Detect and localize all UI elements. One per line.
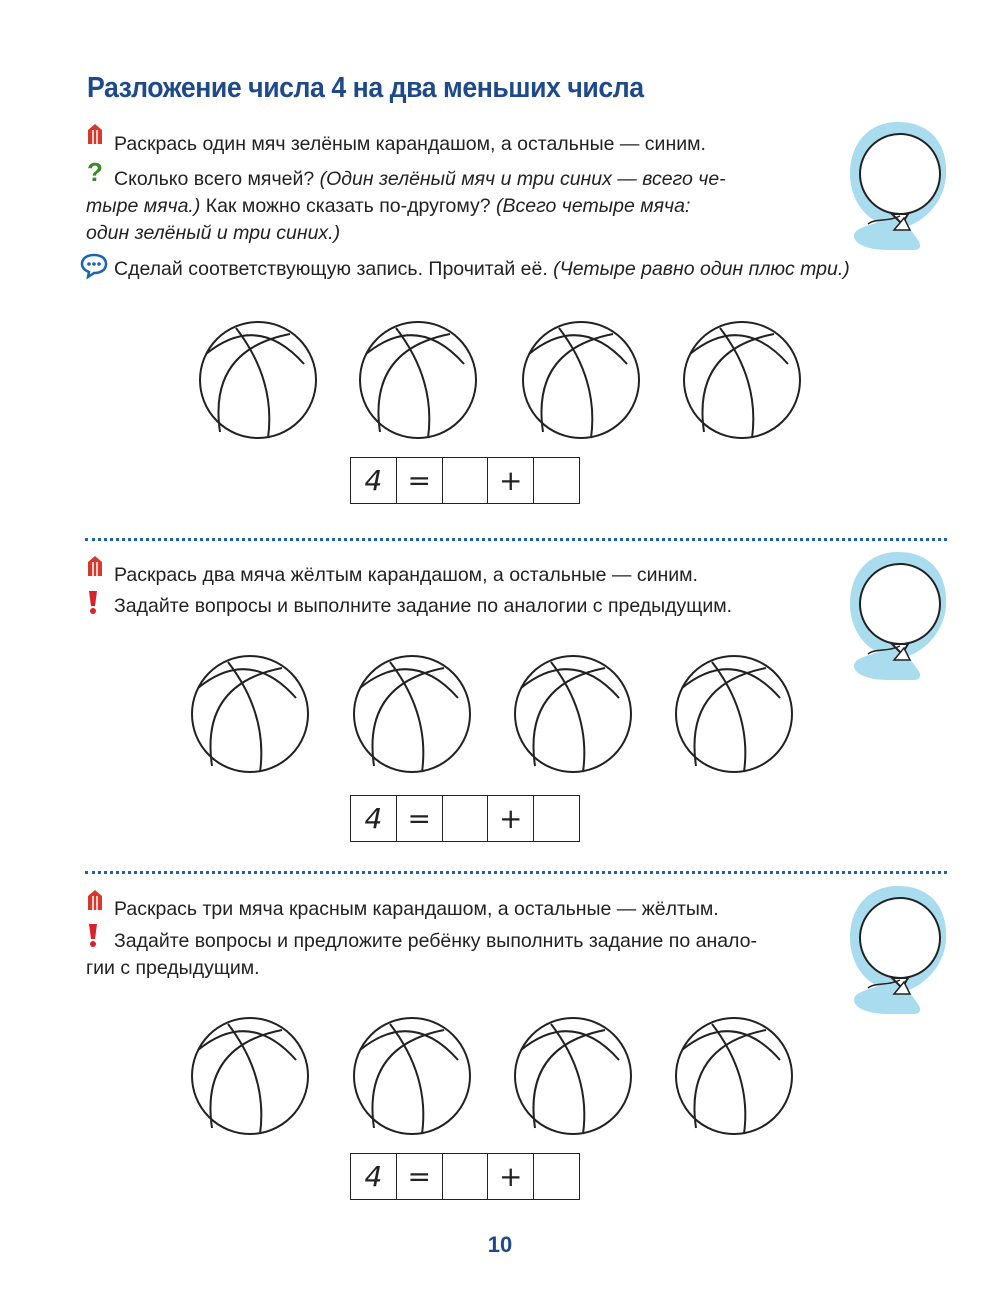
balloon-icon: [848, 882, 948, 1017]
svg-text:?: ?: [87, 159, 103, 185]
pencil-icon: [86, 556, 104, 578]
page-title: Разложение числа 4 на два меньших числа: [87, 72, 644, 104]
section-divider: [85, 871, 947, 874]
ball[interactable]: [354, 1018, 470, 1134]
equals-cell: =: [397, 1154, 443, 1199]
equals-cell: =: [397, 458, 443, 503]
equation-box: [350, 1153, 580, 1200]
balloon-icon: [848, 118, 948, 253]
answer-cell[interactable]: [534, 796, 579, 841]
answer-cell[interactable]: [443, 796, 489, 841]
ball[interactable]: [200, 322, 316, 438]
equation-box: [350, 457, 580, 504]
answer-cell[interactable]: [534, 1154, 579, 1199]
speech-bubble-icon: [80, 253, 108, 279]
ball[interactable]: [515, 1018, 631, 1134]
number-cell: 4: [351, 796, 397, 841]
balls-row: [188, 1014, 808, 1138]
ball[interactable]: [192, 656, 308, 772]
balls-row: [196, 318, 806, 442]
instruction-line: Сделай соответствующую запись. Прочитай её. (Четыре равно один плюс три.): [114, 258, 850, 280]
equation-box: [350, 795, 580, 842]
ball[interactable]: [676, 1018, 792, 1134]
exclamation-icon: [86, 589, 100, 615]
number-cell: 4: [351, 1154, 397, 1199]
question-line-3: один зелёный и три синих.): [86, 222, 341, 244]
question-icon: [86, 159, 104, 185]
ball[interactable]: [676, 656, 792, 772]
ball[interactable]: [684, 322, 800, 438]
instruction-line: Раскрась два мяча жёлтым карандашом, а остальные — синим.: [114, 564, 698, 586]
plus-cell: +: [488, 1154, 534, 1199]
number-cell: 4: [351, 458, 397, 503]
balloon-icon: [848, 548, 948, 683]
section-divider: [85, 538, 947, 541]
answer-cell[interactable]: [443, 458, 489, 503]
instruction-line: Задайте вопросы и предложите ребёнку выполнить задание по анало-: [114, 930, 757, 952]
plus-cell: +: [488, 796, 534, 841]
exclamation-icon: [86, 922, 100, 948]
answer-cell[interactable]: [534, 458, 579, 503]
instruction-line: Раскрась три мяча красным карандашом, а остальные — жёлтым.: [114, 898, 719, 920]
ball[interactable]: [360, 322, 476, 438]
ball[interactable]: [354, 656, 470, 772]
ball[interactable]: [523, 322, 639, 438]
ball[interactable]: [515, 656, 631, 772]
instruction-line: Раскрась один мяч зелёным карандашом, а остальные — синим.: [114, 133, 706, 155]
ball[interactable]: [192, 1018, 308, 1134]
instruction-line: Задайте вопросы и выполните задание по аналогии с предыдущим.: [114, 595, 733, 617]
answer-cell[interactable]: [443, 1154, 489, 1199]
plus-cell: +: [488, 458, 534, 503]
page-number: 10: [487, 1232, 513, 1257]
equals-cell: =: [397, 796, 443, 841]
pencil-icon: [86, 890, 104, 912]
question-line: Сколько всего мячей? (Один зелёный мяч и три синих — всего че-: [114, 168, 726, 190]
question-line-2: тыре мяча.) Как можно сказать по-другому? (Всего четыре мяча:: [86, 195, 691, 217]
balls-row: [188, 652, 808, 776]
instruction-line-2: гии с предыдущим.: [86, 957, 260, 979]
pencil-icon: [86, 124, 104, 146]
